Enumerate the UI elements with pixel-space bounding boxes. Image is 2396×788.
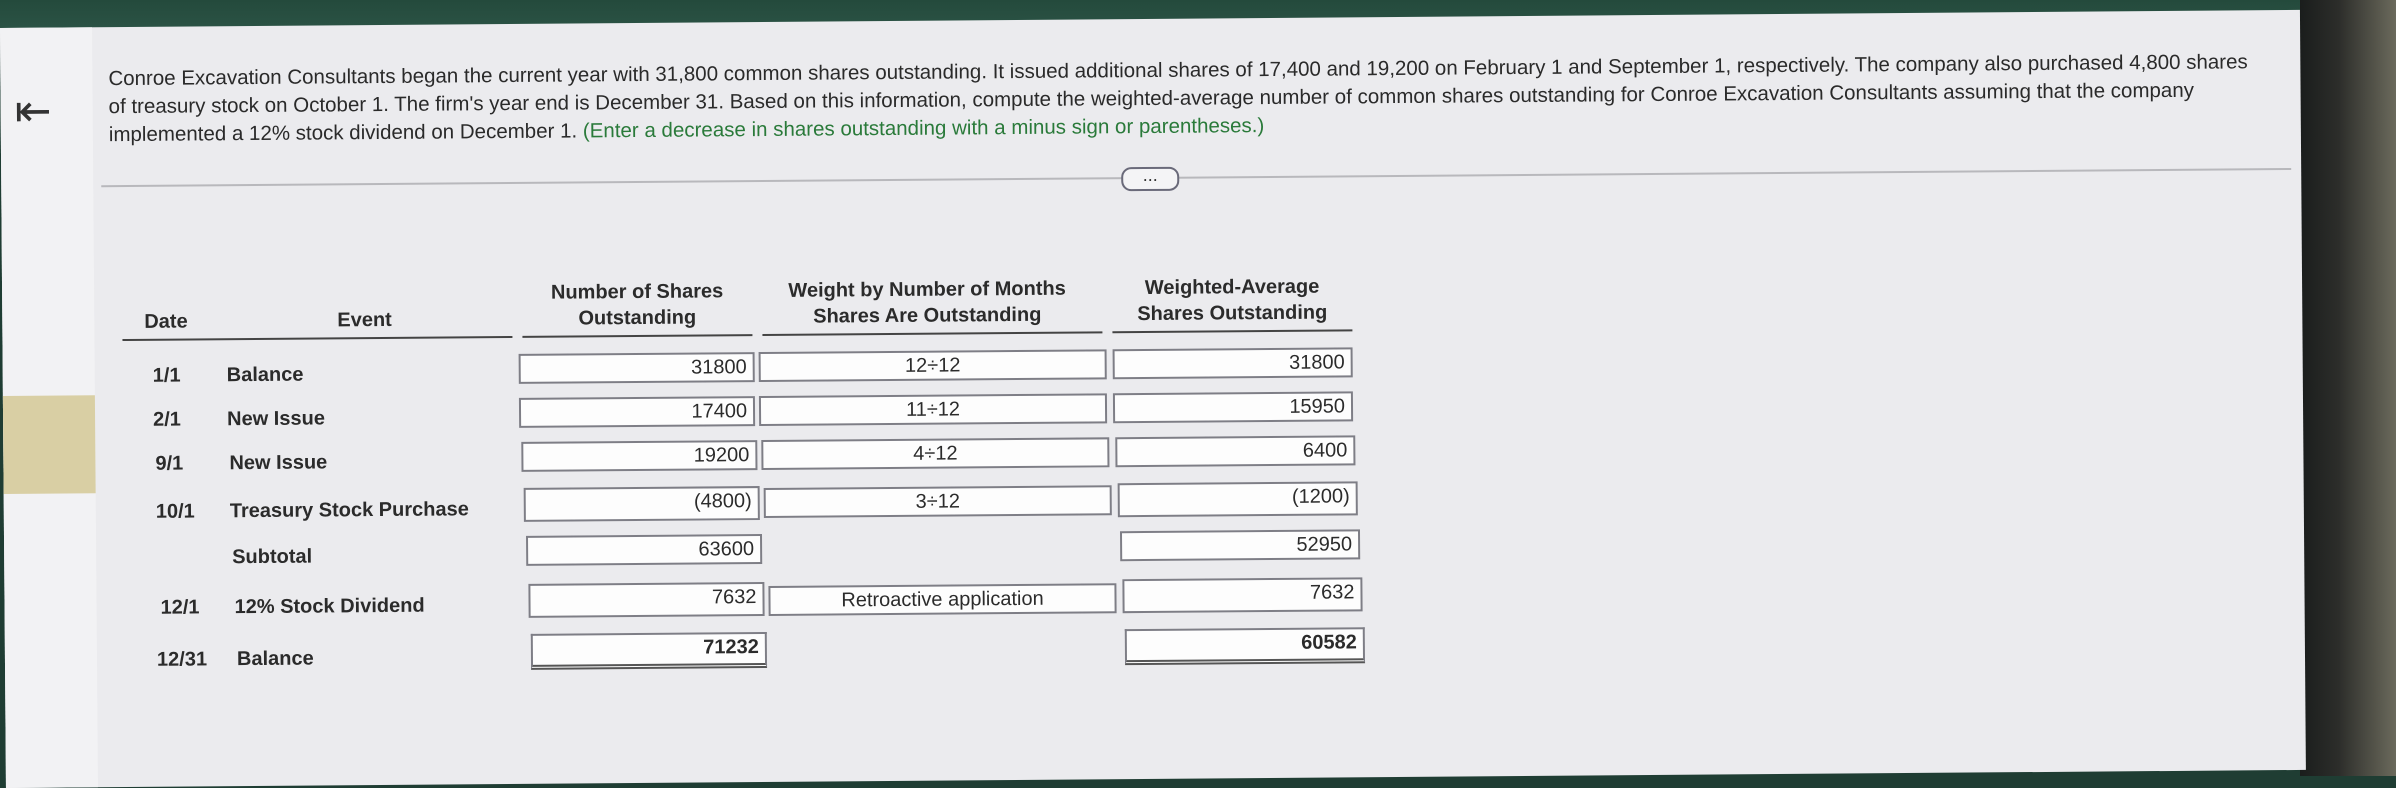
header-date: Date: [144, 310, 188, 333]
weight-input[interactable]: 3÷12: [764, 485, 1112, 518]
row-date: 10/1: [155, 500, 195, 523]
shares-total-input[interactable]: 71232: [531, 632, 767, 670]
monitor-bezel: [2300, 0, 2396, 776]
question-text: [108, 48, 2259, 149]
collapse-left-icon[interactable]: ⇤: [14, 86, 52, 136]
wavg-input[interactable]: 52950: [1120, 529, 1360, 561]
row-date: 12/31: [156, 648, 208, 671]
header-underline-weight: [762, 331, 1102, 336]
header-shares: [522, 278, 752, 332]
shares-input[interactable]: 31800: [519, 352, 755, 384]
weight-input[interactable]: Retroactive application: [768, 583, 1116, 616]
header-weight: [762, 275, 1092, 330]
row-event: New Issue: [229, 451, 328, 475]
wavg-input[interactable]: (1200): [1118, 481, 1358, 517]
row-event: Subtotal: [232, 545, 313, 569]
highlight-tab[interactable]: [3, 395, 96, 494]
header-underline-shares: [522, 334, 752, 338]
weight-input[interactable]: 4÷12: [761, 437, 1109, 470]
shares-input[interactable]: 17400: [519, 396, 755, 428]
header-underline-event: [122, 336, 512, 341]
row-date: 12/1: [160, 596, 200, 619]
more-button[interactable]: ...: [1121, 167, 1179, 191]
header-wavg-line1: Weighted-Average: [1144, 275, 1320, 300]
header-wavg: [1112, 273, 1352, 327]
wavg-input[interactable]: 7632: [1122, 577, 1362, 613]
weight-input[interactable]: 12÷12: [759, 349, 1107, 382]
row-event: 12% Stock Dividend: [234, 594, 425, 619]
weight-input[interactable]: 11÷12: [759, 393, 1107, 426]
row-event: New Issue: [226, 407, 325, 431]
shares-input[interactable]: (4800): [524, 486, 760, 522]
shares-input[interactable]: 19200: [521, 440, 757, 472]
question-body: Conroe Excavation Consultants began the current year with 31,800 common shares outstanding. It issued additional shares of 17,400 and 19,200 on February 1 and September 1, respectively. The company also purchased 4,800 shares of treasury stock on October 1. The firm's year end is December 31. Based on this information, compute the weighted-average number of common shares outstanding for Conroe Excavation Consultants assuming that the company implemented a 12% stock dividend on December 1.: [108, 50, 2248, 147]
row-date: 9/1: [155, 452, 184, 475]
header-wavg-line2: Shares Outstanding: [1137, 301, 1328, 326]
header-shares-line1: Number of Shares: [550, 280, 724, 304]
question-hint: (Enter a decrease in shares outstanding with a minus sign or parentheses.): [582, 114, 1265, 143]
row-event: Treasury Stock Purchase: [229, 498, 469, 523]
wavg-input[interactable]: 6400: [1115, 435, 1355, 467]
divider: [101, 168, 2291, 187]
wavg-input[interactable]: 31800: [1113, 347, 1353, 379]
row-event: Balance: [226, 363, 304, 387]
shares-input[interactable]: 63600: [526, 534, 762, 566]
screen: [0, 10, 2306, 788]
row-date: 1/1: [152, 364, 181, 387]
header-shares-line2: Outstanding: [578, 306, 697, 330]
header-weight-line2: Shares Are Outstanding: [813, 303, 1042, 328]
row-date: 2/1: [152, 408, 181, 431]
shares-input[interactable]: 7632: [528, 582, 764, 618]
header-event: Event: [337, 308, 392, 332]
wavg-total-input[interactable]: 60582: [1125, 627, 1365, 665]
wavg-input[interactable]: 15950: [1113, 391, 1353, 423]
row-event: Balance: [236, 647, 314, 671]
header-underline-wavg: [1112, 329, 1352, 333]
header-weight-line1: Weight by Number of Months: [788, 277, 1066, 302]
